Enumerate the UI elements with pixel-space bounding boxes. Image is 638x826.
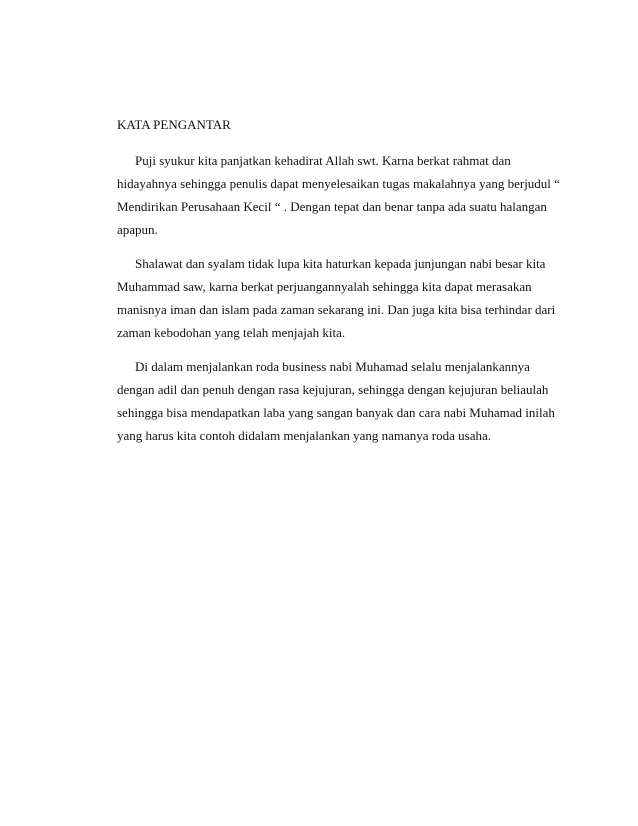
paragraph-line: Puji syukur kita panjatkan kehadirat Allah swt. Karna berkat rahmat dan [135, 153, 511, 168]
paragraph-line: manisnya iman dan islam pada zaman sekarang ini. Dan juga kita bisa terhindar dari [117, 302, 556, 317]
paragraph-line: Muhammad saw, karna berkat perjuangannyalah sehingga kita dapat merasakan [117, 279, 532, 294]
paragraph-line: hidayahnya sehingga penulis dapat menyelesaikan tugas makalahnya yang berjudul “ [117, 176, 560, 191]
paragraph-line: sehingga bisa mendapatkan laba yang sangan banyak dan cara nabi Muhamad inilah [117, 405, 555, 420]
paragraph-3 [117, 355, 555, 447]
paragraph-1 [117, 149, 560, 241]
paragraph-line: apapun. [117, 222, 158, 237]
paragraph-2 [117, 252, 556, 344]
paragraph-line: Di dalam menjalankan roda business nabi Muhamad selalu menjalankannya [135, 359, 530, 374]
paragraph-line: yang harus kita contoh didalam menjalankan yang namanya roda usaha. [117, 428, 491, 443]
document-body [117, 115, 560, 447]
paragraph-line: dengan adil dan penuh dengan rasa kejujuran, sehingga dengan kejujuran beliaulah [117, 382, 549, 397]
document-heading: KATA PENGANTAR [117, 117, 231, 132]
paragraph-line: Shalawat dan syalam tidak lupa kita haturkan kepada junjungan nabi besar kita [135, 256, 546, 271]
paragraph-line: zaman kebodohan yang telah menjajah kita. [117, 325, 346, 340]
paragraph-line: Mendirikan Perusahaan Kecil “ . Dengan tepat dan benar tanpa ada suatu halangan [117, 199, 547, 214]
